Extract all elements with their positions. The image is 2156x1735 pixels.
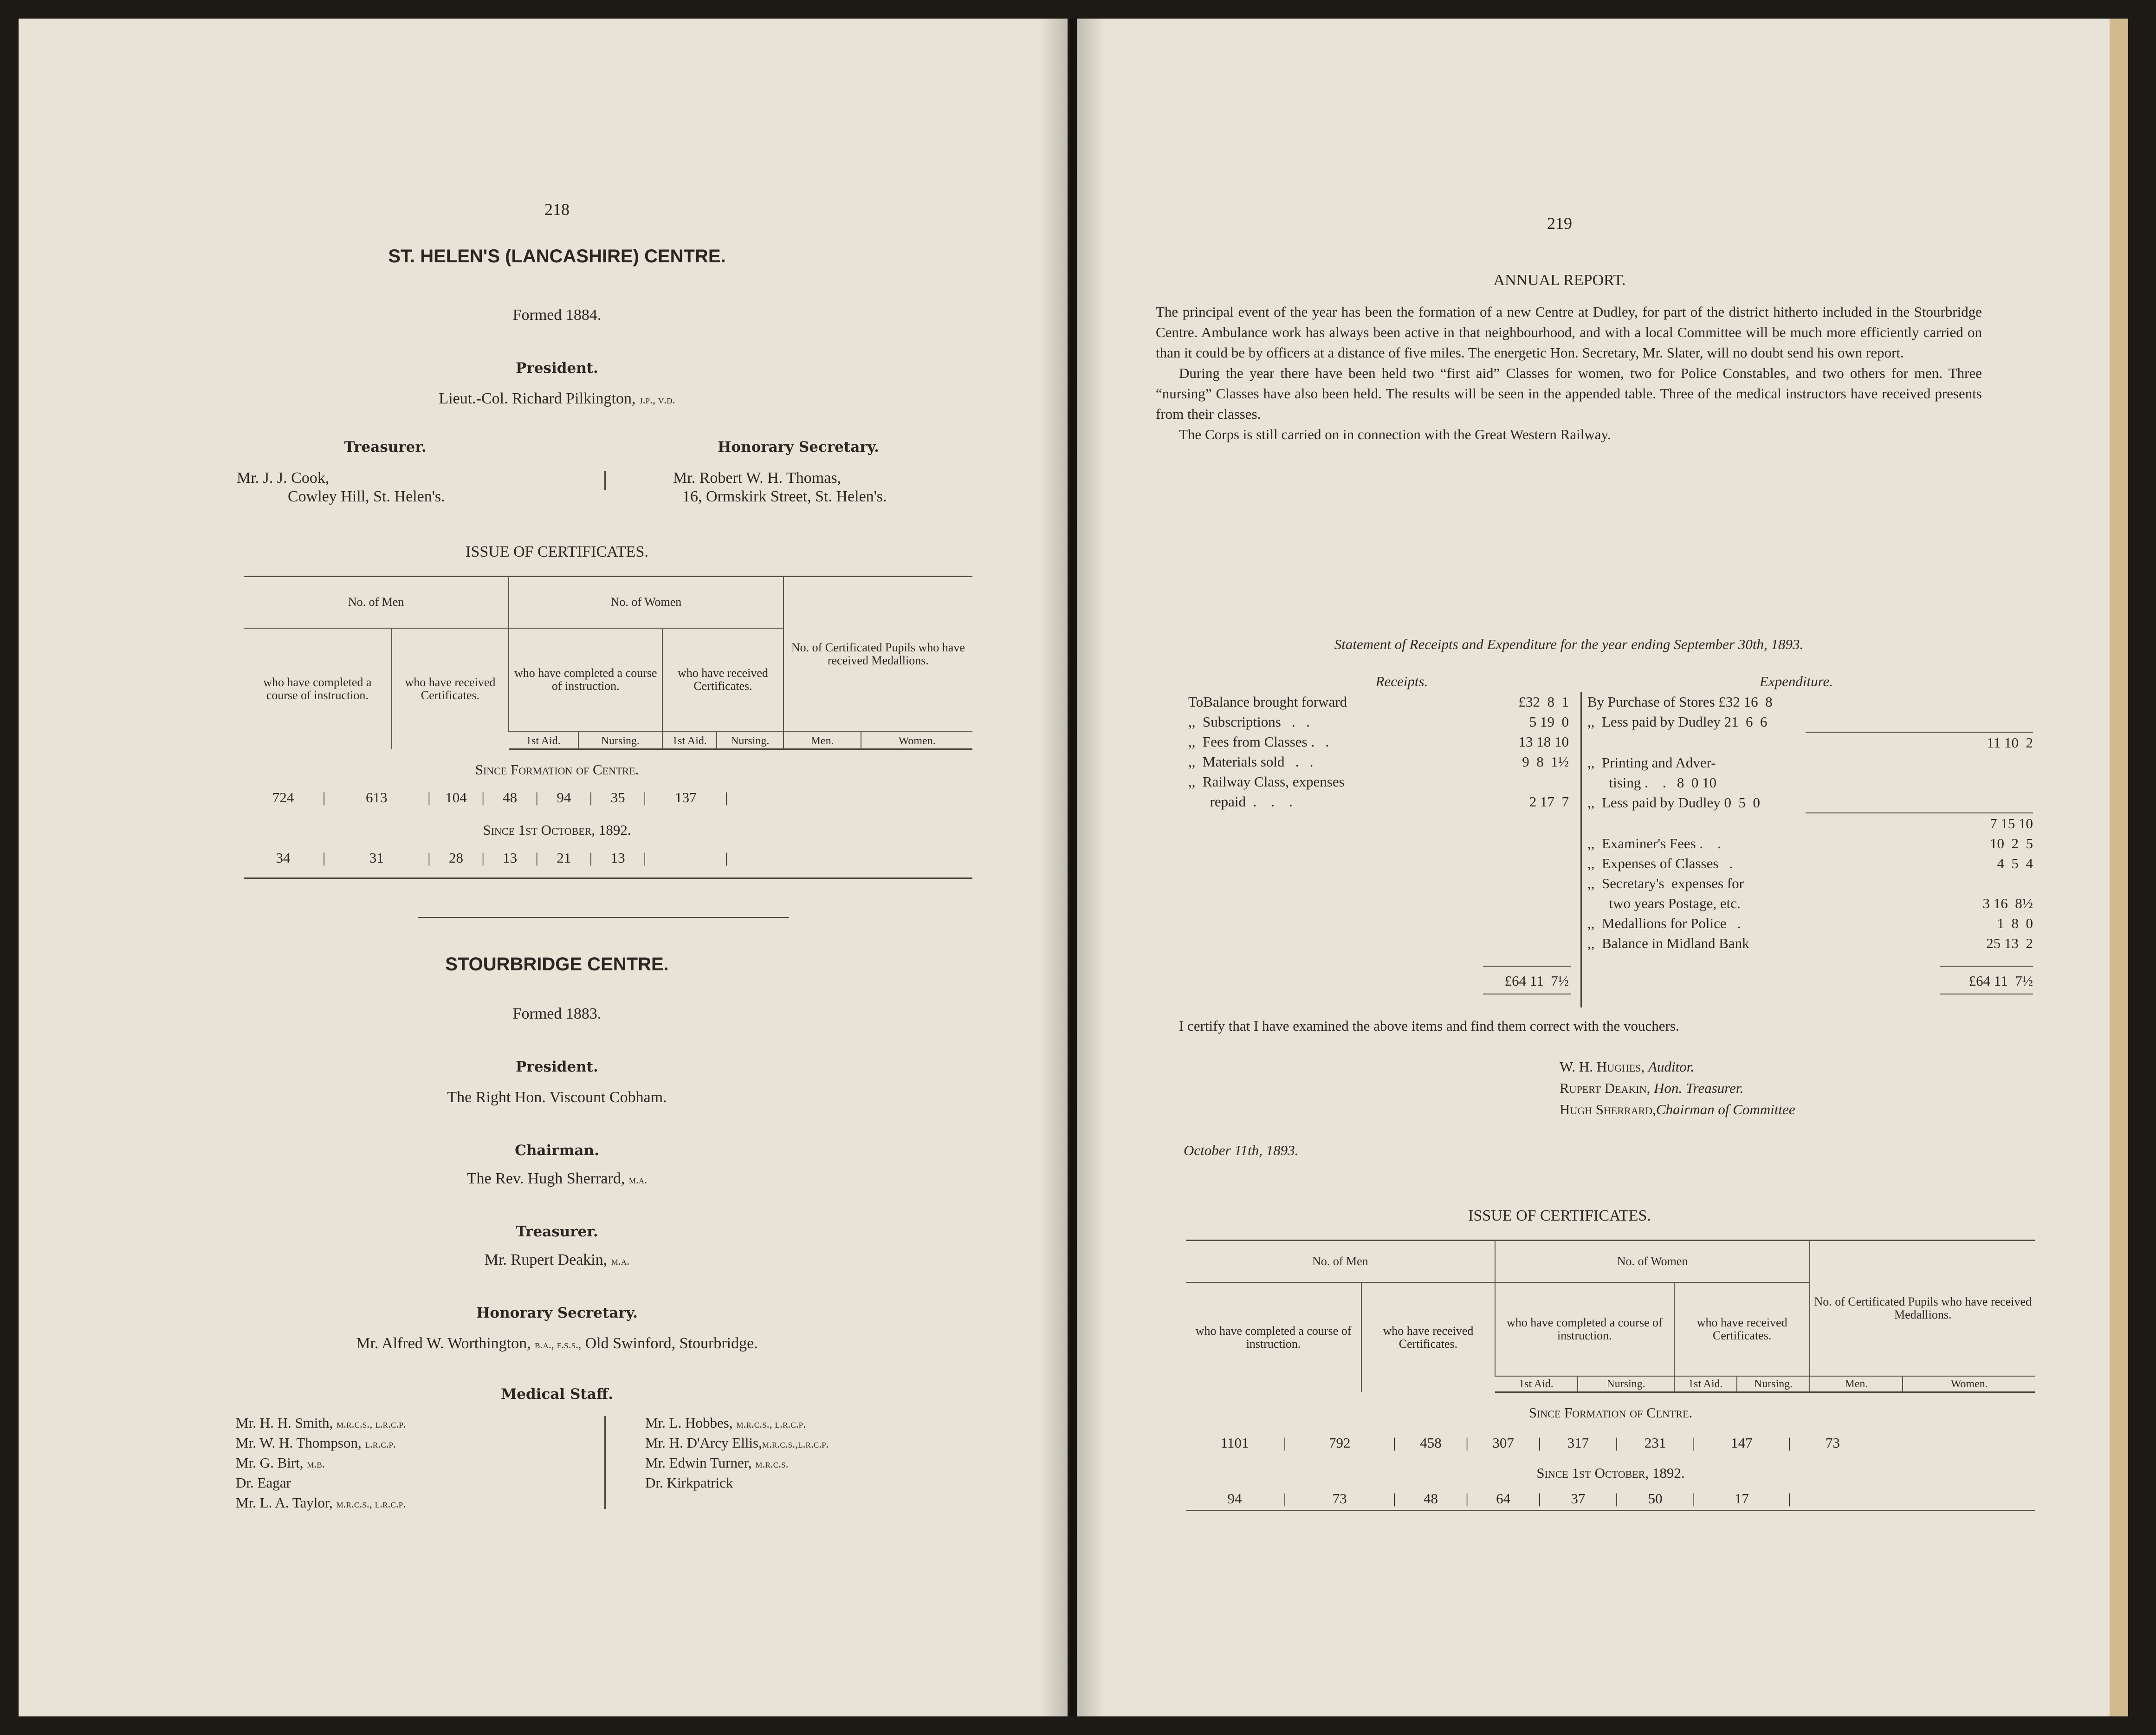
- expenditure-row: ,, Examiner's Fees . . 10 2 5: [1587, 835, 2033, 851]
- signature: Hugh Sherrard,Chairman of Committee: [1560, 1101, 1795, 1118]
- since-october-label: Since 1st October, 1892.: [1536, 1465, 1685, 1481]
- list-item: Mr. Edwin Turner, m.r.c.s.: [645, 1455, 789, 1471]
- expenditure-heading: Expenditure.: [1759, 673, 1833, 689]
- since-formation-row: 724 | 613 | 104 | 48 | 94 | 35 | 137 |: [272, 789, 728, 806]
- paragraph: The principal event of the year has been the formation of a new Centre at Dudley, for part of the district hitherto included in the Stourbridge Centre. Ambulance work has always been active in that neighbourhood, and with a local Committee will be much more efficiently carried on than it could be by officers at a distance of five miles. The energetic Hon. Secretary, Mr. Slater, will no doubt send his own report.: [1156, 304, 1982, 361]
- since-october-label: Since 1st October, 1892.: [483, 822, 631, 838]
- report-heading: ANNUAL REPORT.: [1493, 272, 1626, 289]
- expenditure-row: ,, Expenses of Classes . 4 5 4: [1587, 855, 2033, 871]
- list-item: Mr. H. D'Arcy Ellis,m.r.c.s.,l.r.c.p.: [645, 1435, 829, 1451]
- medical-staff-right: [645, 1414, 1040, 1494]
- list-item: Mr. H. H. Smith, m.r.c.s., l.r.c.p.: [236, 1415, 406, 1431]
- receipts-heading: Receipts.: [1375, 673, 1428, 689]
- list-item: Mr. W. H. Thompson, l.r.c.p.: [236, 1435, 396, 1451]
- receipt-row: ,, Materials sold . . 9 8 1½: [1188, 754, 1569, 770]
- since-formation-label: Since Formation of Centre.: [1528, 1404, 1693, 1421]
- list-item: Mr. L. Hobbes, m.r.c.s., l.r.c.p.: [645, 1415, 806, 1431]
- men-header: No. of Men: [1186, 1241, 1495, 1283]
- secretary-details: Mr. Robert W. H. Thomas, 16, Ormskirk Street, St. Helen's.: [673, 469, 887, 505]
- expenditure-row: ,, Printing and Adver-: [1587, 754, 1716, 771]
- centre-title: ST. HELEN'S (LANCASHIRE) CENTRE.: [388, 246, 726, 266]
- president-heading: President.: [516, 1059, 598, 1075]
- expenditure-row: ,, Medallions for Police . 1 8 0: [1587, 915, 2033, 931]
- expenditure-row: tising . . 8 0 10: [1587, 774, 1717, 791]
- women-header: No. of Women: [1495, 1241, 1810, 1283]
- signatures: [1560, 1056, 2005, 1120]
- paragraph: The Corps is still carried on in connection with the Great Western Railway.: [1179, 426, 1611, 442]
- president-name: The Right Hon. Viscount Cobham.: [447, 1089, 667, 1106]
- women-completed-header: who have completed a course of instruction.: [509, 628, 662, 731]
- president-name: Lieut.-Col. Richard Pilkington, j.p., v.d.: [439, 390, 675, 407]
- expenditure-row: ,, Less paid by Dudley 0 5 0: [1587, 794, 1760, 811]
- right-page: [1077, 19, 2128, 1716]
- men-completed-header: who have completed a course of instruction.: [1186, 1282, 1361, 1392]
- report-body: [1156, 302, 1982, 445]
- chairman-name: The Rev. Hugh Sherrard, m.a.: [466, 1170, 647, 1187]
- expenditure-list: [1587, 692, 2033, 953]
- treasurer-heading: Treasurer.: [516, 1223, 598, 1240]
- expenditure-row: 11 10 2: [1806, 732, 2033, 753]
- receipts-list: [1188, 692, 1569, 812]
- medallions-header: No. of Certificated Pupils who have received Medallions.: [1810, 1241, 2035, 1376]
- statement-heading: Statement of Receipts and Expenditure for the year ending September 30th, 1893.: [1334, 636, 1804, 652]
- secretary-name: Mr. Alfred W. Worthington, b.a., f.s.s., Old Swinford, Stourbridge.: [356, 1335, 758, 1352]
- left-page: [19, 19, 1068, 1716]
- medical-staff-heading: Medical Staff.: [500, 1386, 614, 1403]
- secretary-heading: Honorary Secretary.: [476, 1305, 638, 1321]
- expenditure-row: two years Postage, etc. 3 16 8½: [1587, 895, 2033, 911]
- report-date: October 11th, 1893.: [1184, 1142, 1299, 1158]
- expenditure-row: ,, Less paid by Dudley 21 6 6: [1587, 714, 1768, 730]
- list-item: Dr. Kirkpatrick: [645, 1475, 733, 1491]
- expenditure-row: By Purchase of Stores £32 16 8: [1587, 694, 1773, 710]
- certificates-heading: ISSUE OF CERTIFICATES.: [1468, 1207, 1651, 1224]
- women-header: No. of Women: [509, 577, 783, 628]
- medical-staff-left: [236, 1414, 616, 1514]
- since-formation-label: Since Formation of Centre.: [475, 761, 639, 778]
- certificates-heading: ISSUE OF CERTIFICATES.: [466, 543, 648, 560]
- formed-date: Formed 1884.: [512, 306, 602, 324]
- page-number: 218: [544, 200, 570, 219]
- men-completed-header: who have completed a course of instruction.: [244, 628, 392, 749]
- list-item: Mr. L. A. Taylor, m.r.c.s., l.r.c.p.: [236, 1495, 406, 1511]
- signature: Rupert Deakin, Hon. Treasurer.: [1560, 1080, 1744, 1096]
- men-received-header: who have received Certificates.: [1361, 1282, 1495, 1392]
- president-heading: President.: [516, 360, 598, 377]
- certificates-table: No. of Men No. of Women No. of Certificated Pupils who have received Medallions. who have completed a course of instruction. who have received Certificates. who have completed a course of instruction. who have received Certificates. 1st Aid. Nursing. 1st Aid. Nursing. Men. Women.: [1186, 1240, 2035, 1393]
- treasurer-heading: Treasurer.: [344, 439, 427, 455]
- receipts-total: £64 11 7½: [1504, 973, 1569, 989]
- certificates-table: No. of Men No. of Women No. of Certificated Pupils who have received Medallions. who have completed a course of instruction. who have received Certificates. who have completed a course of instruction. who have received Certificates. 1st Aid. Nursing. 1st Aid. Nursing. Men. Women.: [244, 576, 972, 750]
- expenditure-row: ,, Secretary's expenses for: [1587, 875, 1744, 891]
- men-received-header: who have received Certificates.: [392, 628, 509, 749]
- receipt-row: ,, Railway Class, expenses: [1188, 773, 1345, 790]
- list-item: Dr. Eagar: [236, 1475, 291, 1491]
- chairman-heading: Chairman.: [515, 1142, 599, 1159]
- since-formation-row: 1101 | 792 | 458 | 307 | 317 | 231 | 147 | 73: [1220, 1435, 1840, 1451]
- page-number: 219: [1547, 214, 1572, 233]
- auditor-certification: I certify that I have examined the above items and find them correct with the vouchers.: [1179, 1018, 1679, 1034]
- women-received-header: who have received Certificates.: [1674, 1282, 1810, 1376]
- expenditure-total: £64 11 7½: [1968, 973, 2033, 989]
- secretary-heading: Honorary Secretary.: [718, 439, 879, 455]
- women-completed-header: who have completed a course of instruction.: [1495, 1282, 1674, 1376]
- list-item: Mr. G. Birt, m.b.: [236, 1455, 325, 1471]
- women-received-header: who have received Certificates.: [662, 628, 783, 731]
- receipt-row: ToBalance brought forward £32 8 1: [1188, 694, 1569, 710]
- expenditure-row: 7 15 10: [1806, 812, 2033, 833]
- signature: W. H. Hughes, Auditor.: [1560, 1059, 1695, 1075]
- men-header: No. of Men: [244, 577, 509, 628]
- treasurer-details: Mr. J. J. Cook, Cowley Hill, St. Helen's.: [237, 469, 445, 505]
- since-october-row: 94 | 73 | 48 | 64 | 37 | 50 | 17 |: [1227, 1490, 1791, 1507]
- expenditure-row: ,, Balance in Midland Bank 25 13 2: [1587, 935, 2033, 951]
- treasurer-name: Mr. Rupert Deakin, m.a.: [484, 1251, 630, 1268]
- medallions-header: No. of Certificated Pupils who have received Medallions.: [783, 577, 972, 732]
- receipt-row: ,, Fees from Classes . . 13 18 10: [1188, 734, 1569, 750]
- formed-date: Formed 1883.: [512, 1005, 602, 1022]
- paragraph: During the year there have been held two “first aid” Classes for women, two for Police Constables, and two others for men. Three “nursing” Classes have also been held. The results will be seen in the appended table. Three of the medical instructors have received presents from their classes.: [1156, 365, 1982, 422]
- receipt-row: repaid . . . 2 17 7: [1188, 793, 1569, 810]
- receipt-row: ,, Subscriptions . . 5 19 0: [1188, 714, 1569, 730]
- since-october-row: 34 | 31 | 28 | 13 | 21 | 13 | |: [276, 850, 728, 866]
- centre-title: STOURBRIDGE CENTRE.: [445, 954, 669, 975]
